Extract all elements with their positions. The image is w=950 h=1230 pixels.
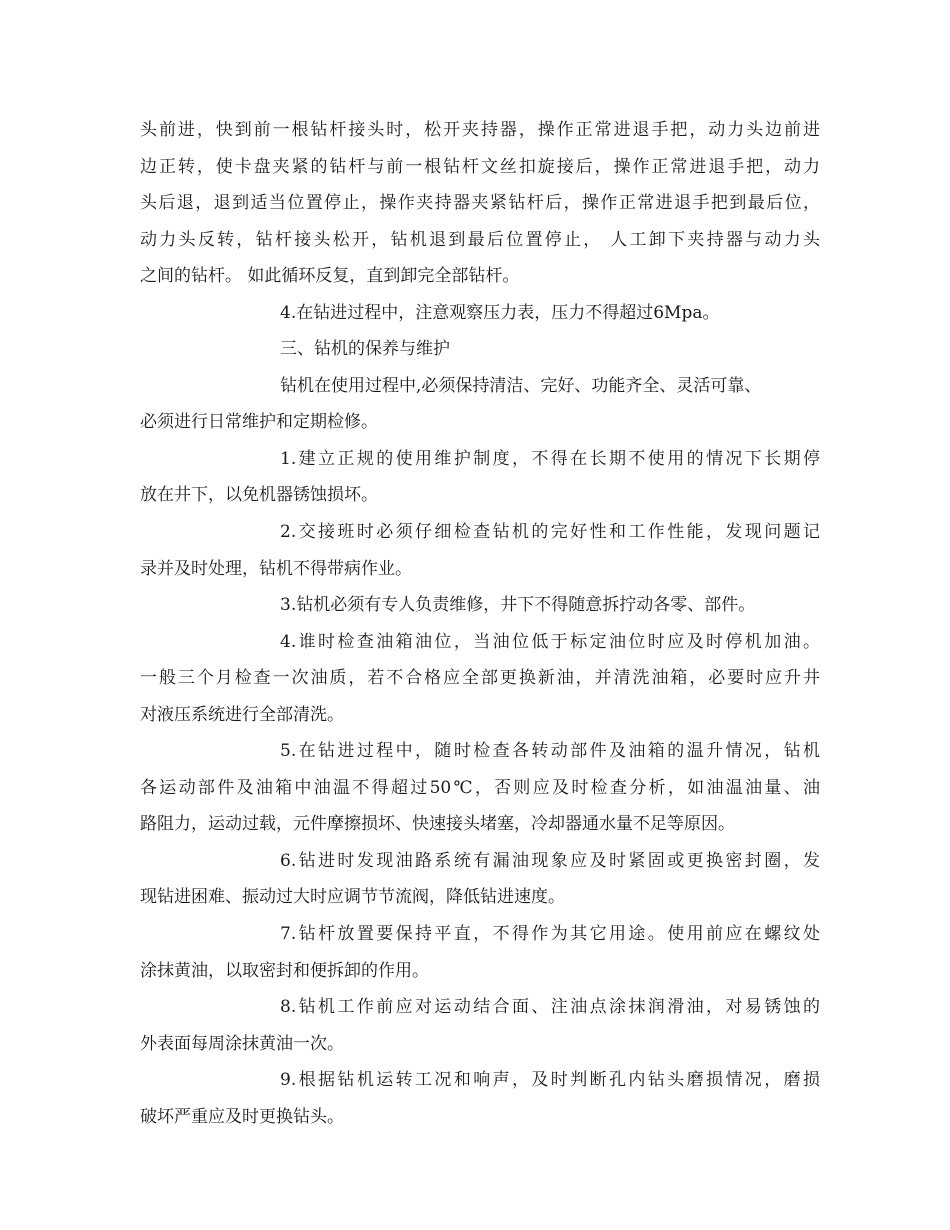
document-body [140, 112, 820, 1135]
text-line: 一般三个月检查一次油质，若不合格应全部更换新油，并清洗油箱，必要时应升井 [140, 668, 820, 689]
text-line: 三、钻机的保养与维护 [280, 339, 450, 360]
text-line: 7.钻杆放置要保持平直，不得作为其它用途。使用前应在螺纹处 [280, 924, 820, 945]
text-line: 对液压系统进行全部清洗。 [140, 704, 344, 725]
text-line: 动力头反转，钻杆接头松开，钻机退到最后位置停止， 人工卸下夹持器与动力头 [140, 229, 820, 250]
text-line: 放在井下，以免机器锈蚀损坏。 [140, 485, 378, 506]
text-line: 5.在钻进过程中，随时检查各转动部件及油箱的温升情况，钻机 [280, 741, 820, 762]
text-line: 8.钻机工作前应对运动结合面、注油点涂抹润滑油，对易锈蚀的 [280, 997, 820, 1018]
text-line: 钻机在使用过程中,必须保持清洁、完好、功能齐全、灵活可靠、 [280, 375, 762, 396]
text-line: 头后退，退到适当位置停止，操作夹持器夹紧钻杆后，操作正常进退手把到最后位， [140, 193, 820, 214]
text-line: 4.谁时检查油箱油位，当油位低于标定油位时应及时停机加油。 [280, 631, 820, 652]
text-line: 1.建立正规的使用维护制度，不得在长期不使用的情况下长期停 [280, 448, 820, 469]
text-line: 外表面每周涂抹黄油一次。 [140, 1033, 344, 1054]
text-line: 9.根据钻机运转工况和响声，及时判断孔内钻头磨损情况，磨损 [280, 1070, 820, 1091]
text-line: 各运动部件及油箱中油温不得超过50℃，否则应及时检查分析，如油温油量、油 [140, 777, 820, 798]
text-line: 之间的钻杆。 如此循环反复，直到卸完全部钻杆。 [140, 266, 520, 287]
text-line: 破坏严重应及时更换钻头。 [140, 1106, 344, 1127]
text-line: 必须进行日常维护和定期检修。 [140, 412, 378, 433]
text-line: 4.在钻进过程中，注意观察压力表，压力不得超过6Mpa。 [280, 302, 720, 323]
text-line: 3.钻机必须有专人负责维修，井下不得随意拆拧动各零、部件。 [280, 595, 756, 616]
text-line: 2.交接班时必须仔细检查钻机的完好性和工作性能，发现问题记 [280, 522, 820, 543]
text-line: 头前进，快到前一根钻杆接头时，松开夹持器，操作正常进退手把，动力头边前进 [140, 120, 820, 140]
text-line: 录并及时处理，钻机不得带病作业。 [140, 558, 412, 579]
text-line: 路阻力，运动过载，元件摩擦损坏、快速接头堵塞，冷却器通水量不足等原因。 [140, 814, 735, 835]
text-line: 涂抹黄油，以取密封和便拆卸的作用。 [140, 960, 429, 981]
text-line: 现钻进困难、振动过大时应调节节流阀，降低钻进速度。 [140, 887, 565, 908]
text-line: 边正转，使卡盘夹紧的钻杆与前一根钻杆文丝扣旋接后，操作正常进退手把，动力 [140, 156, 820, 177]
text-line: 6.钻进时发现油路系统有漏油现象应及时紧固或更换密封圈，发 [280, 850, 820, 871]
